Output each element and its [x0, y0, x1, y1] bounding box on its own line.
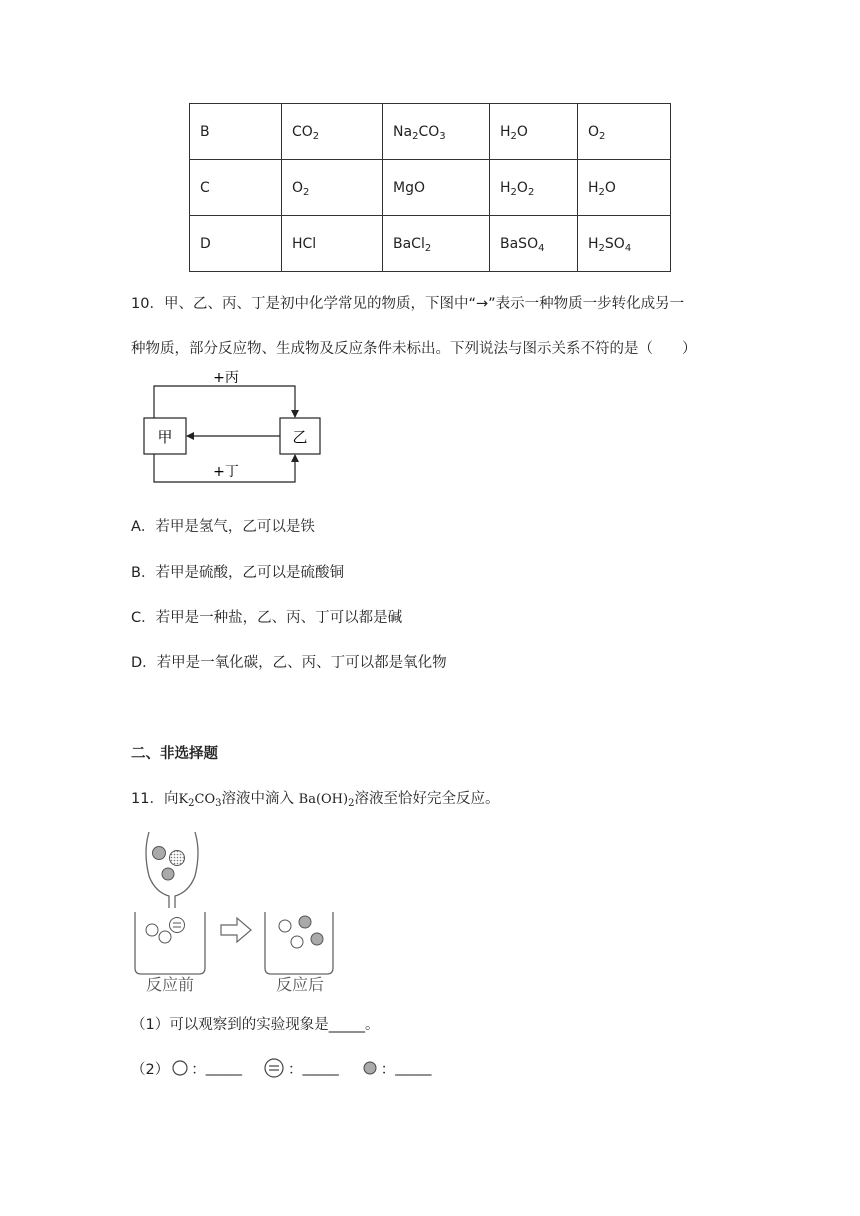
q11-sub1: （1）可以观察到的实验现象是_____。: [131, 1017, 380, 1033]
reaction-illustration: [125, 826, 350, 992]
ion-in-dropper: [162, 868, 174, 880]
q11-sub2-prefix: （2）: [131, 1061, 170, 1078]
blank-2[interactable]: _____: [302, 1060, 339, 1076]
formula-cell: $CO_2$: [282, 104, 383, 160]
label-top: +丙: [213, 370, 239, 386]
formula-cell: BaCl$_2$: [383, 216, 490, 272]
label-bottom: +丁: [213, 464, 239, 480]
formula-cell: $H_2O$: [490, 104, 578, 160]
q11-suffix: 溶液至恰好完全反应。: [354, 791, 500, 807]
q10-line2: 种物质，部分反应物、生成物及反应条件未标出。下列说法与图示关系不符的是（ ）: [131, 341, 697, 357]
blank-3[interactable]: _____: [395, 1060, 432, 1076]
formula-cell: HCl: [282, 216, 383, 272]
q11-stem: [131, 787, 499, 808]
ion-open: [159, 931, 171, 943]
q11-mid: 溶液中滴入: [221, 791, 295, 807]
formula-k2co3: $K_2CO_3$: [178, 792, 222, 809]
label-jia: 甲: [157, 428, 173, 446]
ion-in-dropper: [153, 847, 166, 860]
table-row: [190, 160, 671, 216]
row-label: B: [190, 104, 282, 160]
q10-option-d: D．若甲是一氧化碳，乙、丙、丁可以都是氧化物: [131, 655, 447, 671]
formula-cell: BaSO$_4$: [490, 216, 578, 272]
ion-carbonate: [170, 918, 185, 933]
conversion-diagram: [140, 366, 340, 488]
formula-cell: $Na_2CO_3$: [383, 104, 490, 160]
ion-open: [146, 924, 158, 936]
formula-cell: $O_2$: [578, 104, 671, 160]
blank-1[interactable]: _____: [205, 1060, 242, 1076]
caption-after: 反应后: [275, 975, 325, 992]
q10-option-b: B．若甲是硫酸，乙可以是硫酸铜: [131, 565, 344, 581]
chemical-table: [189, 103, 671, 272]
caption-before: 反应前: [145, 975, 195, 992]
table-row: [190, 216, 671, 272]
row-label: C: [190, 160, 282, 216]
formula-cell: $H_2O$: [578, 160, 671, 216]
q10-option-a: A．若甲是氢气，乙可以是铁: [131, 519, 315, 535]
ion-in-dropper-dotted: [170, 851, 185, 866]
q11-sub2: （2） ： _____ ： _____ ： _____: [131, 1057, 431, 1079]
open-circle-icon: [171, 1059, 191, 1077]
ion-grey: [299, 916, 311, 928]
q11-prefix: 11．向: [131, 791, 179, 807]
ion-open: [279, 920, 291, 932]
q10-line1: 10．甲、乙、丙、丁是初中化学常见的物质，下图中“→”表示一种物质一步转化成另一: [131, 296, 685, 312]
carbonate-circle-icon: [262, 1057, 288, 1079]
section-title: 二、非选择题: [131, 746, 218, 762]
formula-cell: $H_2O_2$: [490, 160, 578, 216]
label-yi: 乙: [292, 428, 308, 446]
ion-open: [291, 936, 303, 948]
formula-cell: MgO: [383, 160, 490, 216]
formula-cell: $O_2$: [282, 160, 383, 216]
q10-option-c: C．若甲是一种盐，乙、丙、丁可以都是碱: [131, 610, 403, 626]
table-row: [190, 104, 671, 160]
right-arrow-icon: [221, 918, 251, 942]
row-label: D: [190, 216, 282, 272]
dropper-right: [175, 832, 198, 908]
grey-circle-icon: [361, 1059, 381, 1077]
formula-cell: $H_2SO_4$: [578, 216, 671, 272]
arrow-top: [154, 386, 295, 418]
formula-baoh2: $Ba(OH)_2$: [298, 792, 355, 809]
ion-grey: [311, 933, 323, 945]
